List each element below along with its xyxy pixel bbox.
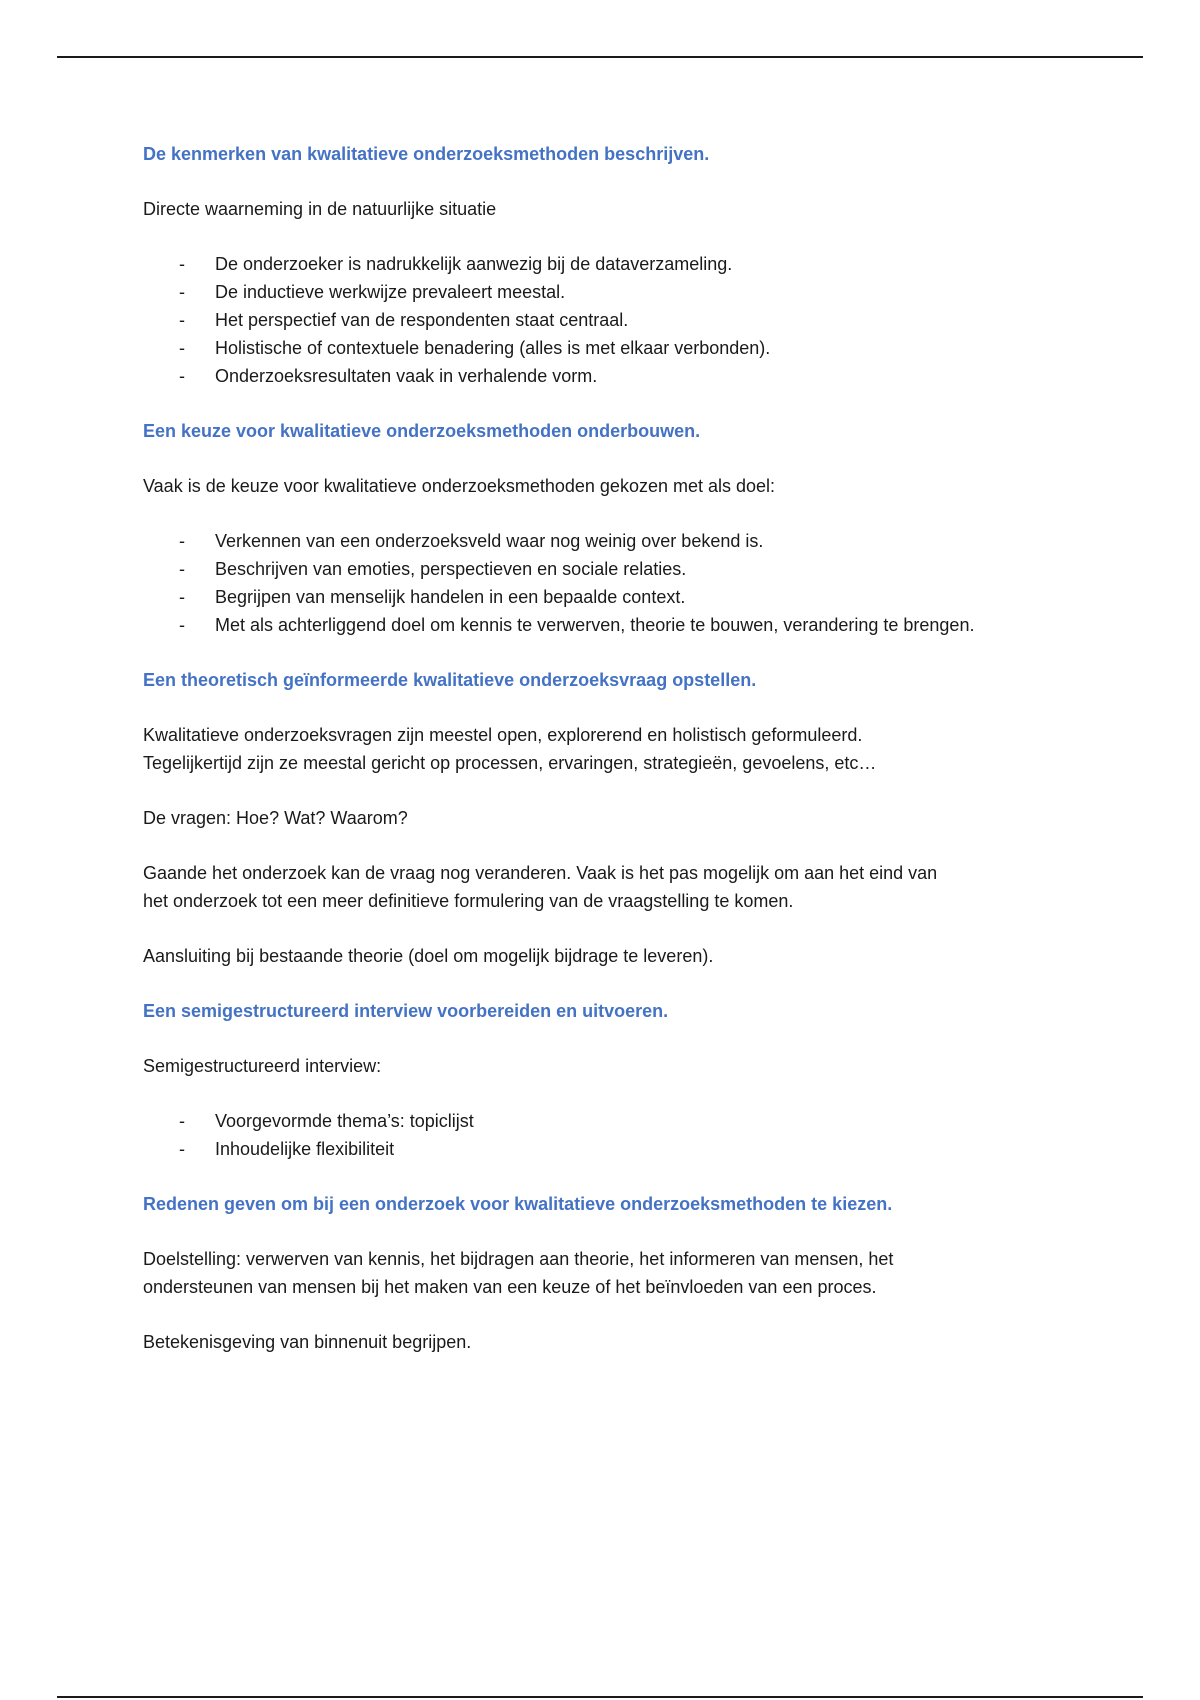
section-interview [143,997,1043,1163]
list-item-text: Onderzoeksresultaten vaak in verhalende vorm. [215,366,598,386]
list-item [143,1107,1043,1135]
section-onderzoeksvraag [143,666,1043,970]
section-heading: Redenen geven om bij een onderzoek voor kwalitatieve onderzoeksmethoden te kiezen. [143,1194,893,1214]
paragraph: Aansluiting bij bestaande theorie (doel om mogelijk bijdrage te leveren). [143,946,714,966]
section-intro: Semigestructureerd interview: [143,1056,382,1076]
list-item [143,250,1043,278]
list-item-text: Het perspectief van de respondenten staat centraal. [215,310,629,330]
list-item [143,555,1043,583]
list-item-text: Begrijpen van menselijk handelen in een bepaalde context. [215,587,686,607]
list-item [143,1135,1043,1163]
list-item-text: Verkennen van een onderzoeksveld waar nog weinig over bekend is. [215,531,764,551]
paragraph-line: Kwalitatieve onderzoeksvragen zijn meestel open, explorerend en holistisch geformuleerd. [143,725,863,745]
section-intro: Directe waarneming in de natuurlijke situatie [143,199,497,219]
list-item-text: Inhoudelijke flexibiliteit [215,1139,395,1159]
section-kenmerken [143,140,1043,390]
list-item [143,527,1043,555]
section-heading: Een theoretisch geïnformeerde kwalitatieve onderzoeksvraag opstellen. [143,670,757,690]
paragraph-line: Gaande het onderzoek kan de vraag nog veranderen. Vaak is het pas mogelijk om aan het eind van [143,863,938,883]
list-item [143,334,1043,362]
list-item [143,278,1043,306]
list-item [143,362,1043,390]
dash-marker: - [179,531,185,551]
paragraph [143,1245,1043,1301]
section-intro: Vaak is de keuze voor kwalitatieve onderzoeksmethoden gekozen met als doel: [143,476,776,496]
paragraph-line: ondersteunen van mensen bij het maken van een keuze of het beïnvloeden van een proces. [143,1277,877,1297]
dash-marker: - [179,559,185,579]
list-item-text: Met als achterliggend doel om kennis te verwerven, theorie te bouwen, verandering te brengen. [215,615,975,635]
dash-marker: - [179,587,185,607]
paragraph-line: Tegelijkertijd zijn ze meestal gericht op processen, ervaringen, strategieën, gevoelens, etc… [143,753,877,773]
list-item-text: Beschrijven van emoties, perspectieven en sociale relaties. [215,559,687,579]
list-item-text: De inductieve werkwijze prevaleert meestal. [215,282,566,302]
section-heading: Een keuze voor kwalitatieve onderzoeksmethoden onderbouwen. [143,421,701,441]
dash-marker: - [179,254,185,274]
section-heading: De kenmerken van kwalitatieve onderzoeksmethoden beschrijven. [143,144,710,164]
dash-marker: - [179,1111,185,1131]
section-keuze-onderbouwen [143,417,1043,639]
paragraph-line: het onderzoek tot een meer definitieve formulering van de vraagstelling te komen. [143,891,794,911]
dash-marker: - [179,338,185,358]
paragraph [143,721,1043,777]
section-redenen [143,1190,1043,1356]
paragraph-line: Doelstelling: verwerven van kennis, het bijdragen aan theorie, het informeren van mensen, het [143,1249,894,1269]
dash-marker: - [179,615,185,635]
list-item [143,611,1043,639]
bullet-list [143,1107,1043,1163]
paragraph: Betekenisgeving van binnenuit begrijpen. [143,1332,472,1352]
list-item [143,306,1043,334]
list-item-text: Holistische of contextuele benadering (alles is met elkaar verbonden). [215,338,771,358]
section-heading: Een semigestructureerd interview voorbereiden en uitvoeren. [143,1001,669,1021]
paragraph: De vragen: Hoe? Wat? Waarom? [143,808,408,828]
list-item-text: De onderzoeker is nadrukkelijk aanwezig bij de dataverzameling. [215,254,733,274]
document-body [143,140,1043,1383]
paragraph [143,859,1043,915]
bullet-list [143,250,1043,390]
list-item [143,583,1043,611]
dash-marker: - [179,1139,185,1159]
list-item-text: Voorgevormde thema’s: topiclijst [215,1111,474,1131]
dash-marker: - [179,282,185,302]
dash-marker: - [179,310,185,330]
footer-rule [57,1696,1143,1698]
bullet-list [143,527,1043,639]
dash-marker: - [179,366,185,386]
header-rule [57,56,1143,58]
